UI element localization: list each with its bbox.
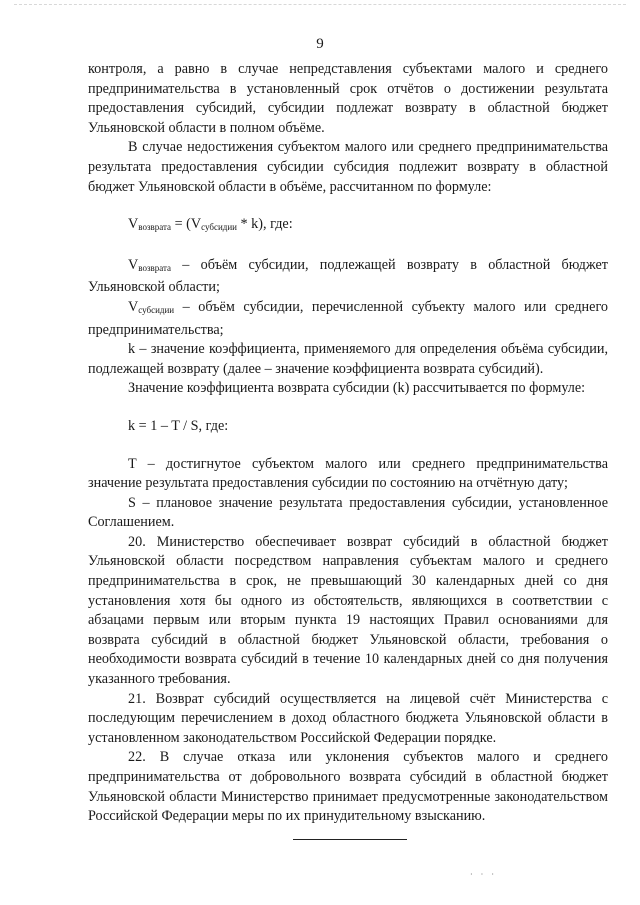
def-v-return-symbol: V <box>128 256 139 273</box>
def-v-return-text: – объём субсидии, подлежащей возврату в областной бюджет Ульяновской области; <box>88 256 608 296</box>
definition-s: S – плановое значение результата предоставления субсидии, установленное Соглашением. <box>88 494 608 531</box>
scan-specks: · · · <box>470 870 497 879</box>
paragraph-22: 22. В случае отказа или уклонения субъектов малого и среднего предпринимательства от добровольного возврата субсидий в областной бюджет Ульяновской области Министерство принимает предусмотренные законодательством Российской Федерации меры по их принудительному взысканию. <box>88 749 608 825</box>
scan-artifact-line <box>14 4 626 9</box>
document-body <box>88 60 608 827</box>
page-number: 9 <box>316 36 324 52</box>
formula1-v: V <box>128 216 139 233</box>
definition-t: T – достигнутое субъектом малого или среднего предпринимательства значение результата предоставления субсидии по состоянию на отчётную дату; <box>88 455 608 492</box>
formula-coefficient: k = 1 – T / S, где: <box>128 417 229 434</box>
formula1-eq: = (V <box>171 216 202 233</box>
def-v-subsidy-sub: субсидии <box>138 304 175 315</box>
definition-v-subsidy <box>88 298 608 340</box>
def-v-subsidy-symbol: V <box>128 298 139 315</box>
formula1-sub-subsidy: субсидии <box>201 222 237 233</box>
def-v-subsidy-text: – объём субсидии, перечисленной субъекту малого или среднего предпринимательства; <box>88 298 608 338</box>
paragraph-21: 21. Возврат субсидий осуществляется на лицевой счёт Министерства с последующим перечислением в доход областного бюджета Ульяновской области в установленном законодательством Российской Федерации порядке. <box>88 690 608 746</box>
paragraph-continuation: контроля, а равно в случае непредставления субъектами малого и среднего предпринимательства в установленный срок отчётов о достижении результата предоставления субсидий, субсидии подлежат возврату в областной бюджет Ульяновской области в полном объёме. <box>88 61 608 136</box>
definition-k: k – значение коэффициента, применяемого для определения объёма субсидии, подлежащей возврату (далее – значение коэффициента возврата субсидий). <box>88 341 608 377</box>
formula-return-volume <box>88 215 608 238</box>
paragraph-non-achievement: В случае недостижения субъектом малого или среднего предпринимательства результата предоставления субсидии субсидия подлежит возврату в областной бюджет Ульяновской области в объёме, рассчитанном по формуле: <box>88 139 608 195</box>
end-divider-line <box>293 839 407 840</box>
definition-v-return <box>88 256 608 298</box>
def-v-return-sub: возврата <box>138 262 172 273</box>
formula1-tail: * k), где: <box>236 216 293 233</box>
paragraph-coefficient: Значение коэффициента возврата субсидии (k) рассчитывается по формуле: <box>128 380 586 397</box>
paragraph-20: 20. Министерство обеспечивает возврат субсидий в областной бюджет Ульяновской области посредством направления субъектам малого и среднего предпринимательства в срок, не превышающий 30 календарных дней со дня установления хотя бы одного из обстоятельств, являющихся в соответствии с абзацами первым или вторым пункта 19 настоящих Правил основаниями для возврата субсидий в областной бюджет Ульяновской области, требования о необходимости возврата субсидий в течение 10 календарных дней со дня получения указанного требования. <box>88 533 608 688</box>
formula1-sub-return: возврата <box>138 222 172 233</box>
